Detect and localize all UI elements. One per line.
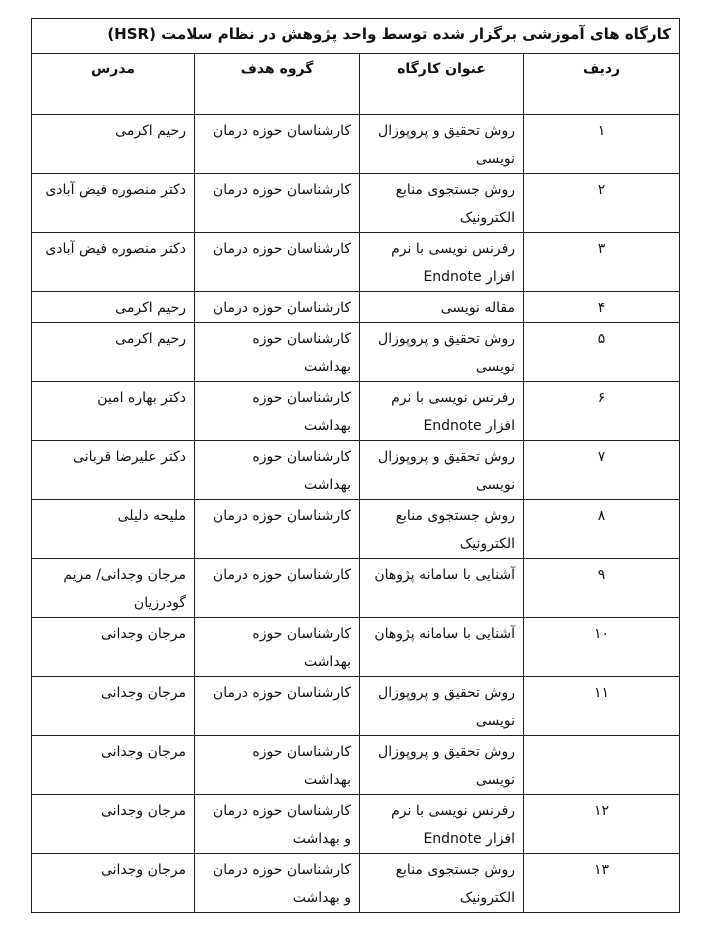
row-number-cell: ۱۰ — [524, 618, 680, 677]
table-row — [32, 854, 680, 913]
header-row — [32, 54, 680, 115]
row-number-cell: ۱۲ — [524, 795, 680, 854]
instructor-cell: مرجان وجدانی — [32, 795, 195, 854]
target-group-cell: کارشناسان حوزه درمان و بهداشت — [195, 795, 360, 854]
workshop-title-cell: روش تحقیق و پروپوزال نویسی — [360, 677, 524, 736]
workshop-title-cell: روش تحقیق و پروپوزال نویسی — [360, 441, 524, 500]
target-group-cell: کارشناسان حوزه درمان — [195, 233, 360, 292]
instructor-cell: دکتر علیرضا قربانی — [32, 441, 195, 500]
workshop-title-cell: روش تحقیق و پروپوزال نویسی — [360, 323, 524, 382]
row-number-cell: ۶ — [524, 382, 680, 441]
table-title: کارگاه های آموزشی برگزار شده توسط واحد پژوهش در نظام سلامت (HSR) — [32, 19, 680, 54]
header-instructor: مدرس — [32, 54, 195, 115]
workshops-document — [31, 18, 679, 913]
table-row — [32, 618, 680, 677]
instructor-cell: ملیحه دلیلی — [32, 500, 195, 559]
workshop-title-cell: آشنایی با سامانه پژوهان — [360, 618, 524, 677]
table-body — [32, 115, 680, 913]
workshops-table — [31, 18, 680, 913]
row-number-cell: ۸ — [524, 500, 680, 559]
table-row — [32, 292, 680, 323]
row-number-cell: ۱۱ — [524, 677, 680, 736]
header-target-group: گروه هدف — [195, 54, 360, 115]
instructor-cell: مرجان وجدانی — [32, 736, 195, 795]
target-group-cell: کارشناسان حوزه بهداشت — [195, 618, 360, 677]
instructor-cell: مرجان وجدانی — [32, 677, 195, 736]
workshop-title-cell: روش جستجوی منابع الکترونیک — [360, 854, 524, 913]
row-number-cell — [524, 736, 680, 795]
table-row — [32, 323, 680, 382]
target-group-cell: کارشناسان حوزه درمان و بهداشت — [195, 854, 360, 913]
workshop-title-cell: مقاله نویسی — [360, 292, 524, 323]
instructor-cell: دکتر بهاره امین — [32, 382, 195, 441]
table-row — [32, 382, 680, 441]
target-group-cell: کارشناسان حوزه درمان — [195, 292, 360, 323]
instructor-cell: رحیم اکرمی — [32, 292, 195, 323]
target-group-cell: کارشناسان حوزه درمان — [195, 677, 360, 736]
row-number-cell: ۷ — [524, 441, 680, 500]
workshop-title-cell: روش تحقیق و پروپوزال نویسی — [360, 115, 524, 174]
target-group-cell: کارشناسان حوزه درمان — [195, 115, 360, 174]
row-number-cell: ۵ — [524, 323, 680, 382]
workshop-title-cell: آشنایی با سامانه پژوهان — [360, 559, 524, 618]
table-row — [32, 677, 680, 736]
header-workshop-title: عنوان کارگاه — [360, 54, 524, 115]
table-row — [32, 795, 680, 854]
target-group-cell: کارشناسان حوزه بهداشت — [195, 736, 360, 795]
instructor-cell: مرجان وجدانی — [32, 618, 195, 677]
row-number-cell: ۱۳ — [524, 854, 680, 913]
target-group-cell: کارشناسان حوزه درمان — [195, 559, 360, 618]
target-group-cell: کارشناسان حوزه درمان — [195, 174, 360, 233]
instructor-cell: دکتر منصوره فیض آبادی — [32, 233, 195, 292]
target-group-cell: کارشناسان حوزه بهداشت — [195, 441, 360, 500]
target-group-cell: کارشناسان حوزه بهداشت — [195, 323, 360, 382]
instructor-cell: مرجان وجدانی — [32, 854, 195, 913]
instructor-cell: رحیم اکرمی — [32, 323, 195, 382]
row-number-cell: ۳ — [524, 233, 680, 292]
table-row — [32, 500, 680, 559]
workshop-title-cell: روش جستجوی منابع الکترونیک — [360, 500, 524, 559]
workshop-title-cell: روش تحقیق و پروپوزال نویسی — [360, 736, 524, 795]
table-row — [32, 736, 680, 795]
target-group-cell: کارشناسان حوزه درمان — [195, 500, 360, 559]
table-row — [32, 441, 680, 500]
instructor-cell: دکتر منصوره فیض آبادی — [32, 174, 195, 233]
row-number-cell: ۹ — [524, 559, 680, 618]
target-group-cell: کارشناسان حوزه بهداشت — [195, 382, 360, 441]
workshop-title-cell: رفرنس نویسی با نرم افزار Endnote — [360, 233, 524, 292]
row-number-cell: ۲ — [524, 174, 680, 233]
workshop-title-cell: رفرنس نویسی با نرم افزار Endnote — [360, 382, 524, 441]
row-number-cell: ۴ — [524, 292, 680, 323]
table-row — [32, 233, 680, 292]
row-number-cell: ۱ — [524, 115, 680, 174]
table-row — [32, 115, 680, 174]
instructor-cell: رحیم اکرمی — [32, 115, 195, 174]
table-row — [32, 174, 680, 233]
header-row-no: ردیف — [524, 54, 680, 115]
table-row — [32, 559, 680, 618]
instructor-cell: مرجان وجدانی/ مریم گودرزیان — [32, 559, 195, 618]
workshop-title-cell: رفرنس نویسی با نرم افزار Endnote — [360, 795, 524, 854]
workshop-title-cell: روش جستجوی منابع الکترونیک — [360, 174, 524, 233]
